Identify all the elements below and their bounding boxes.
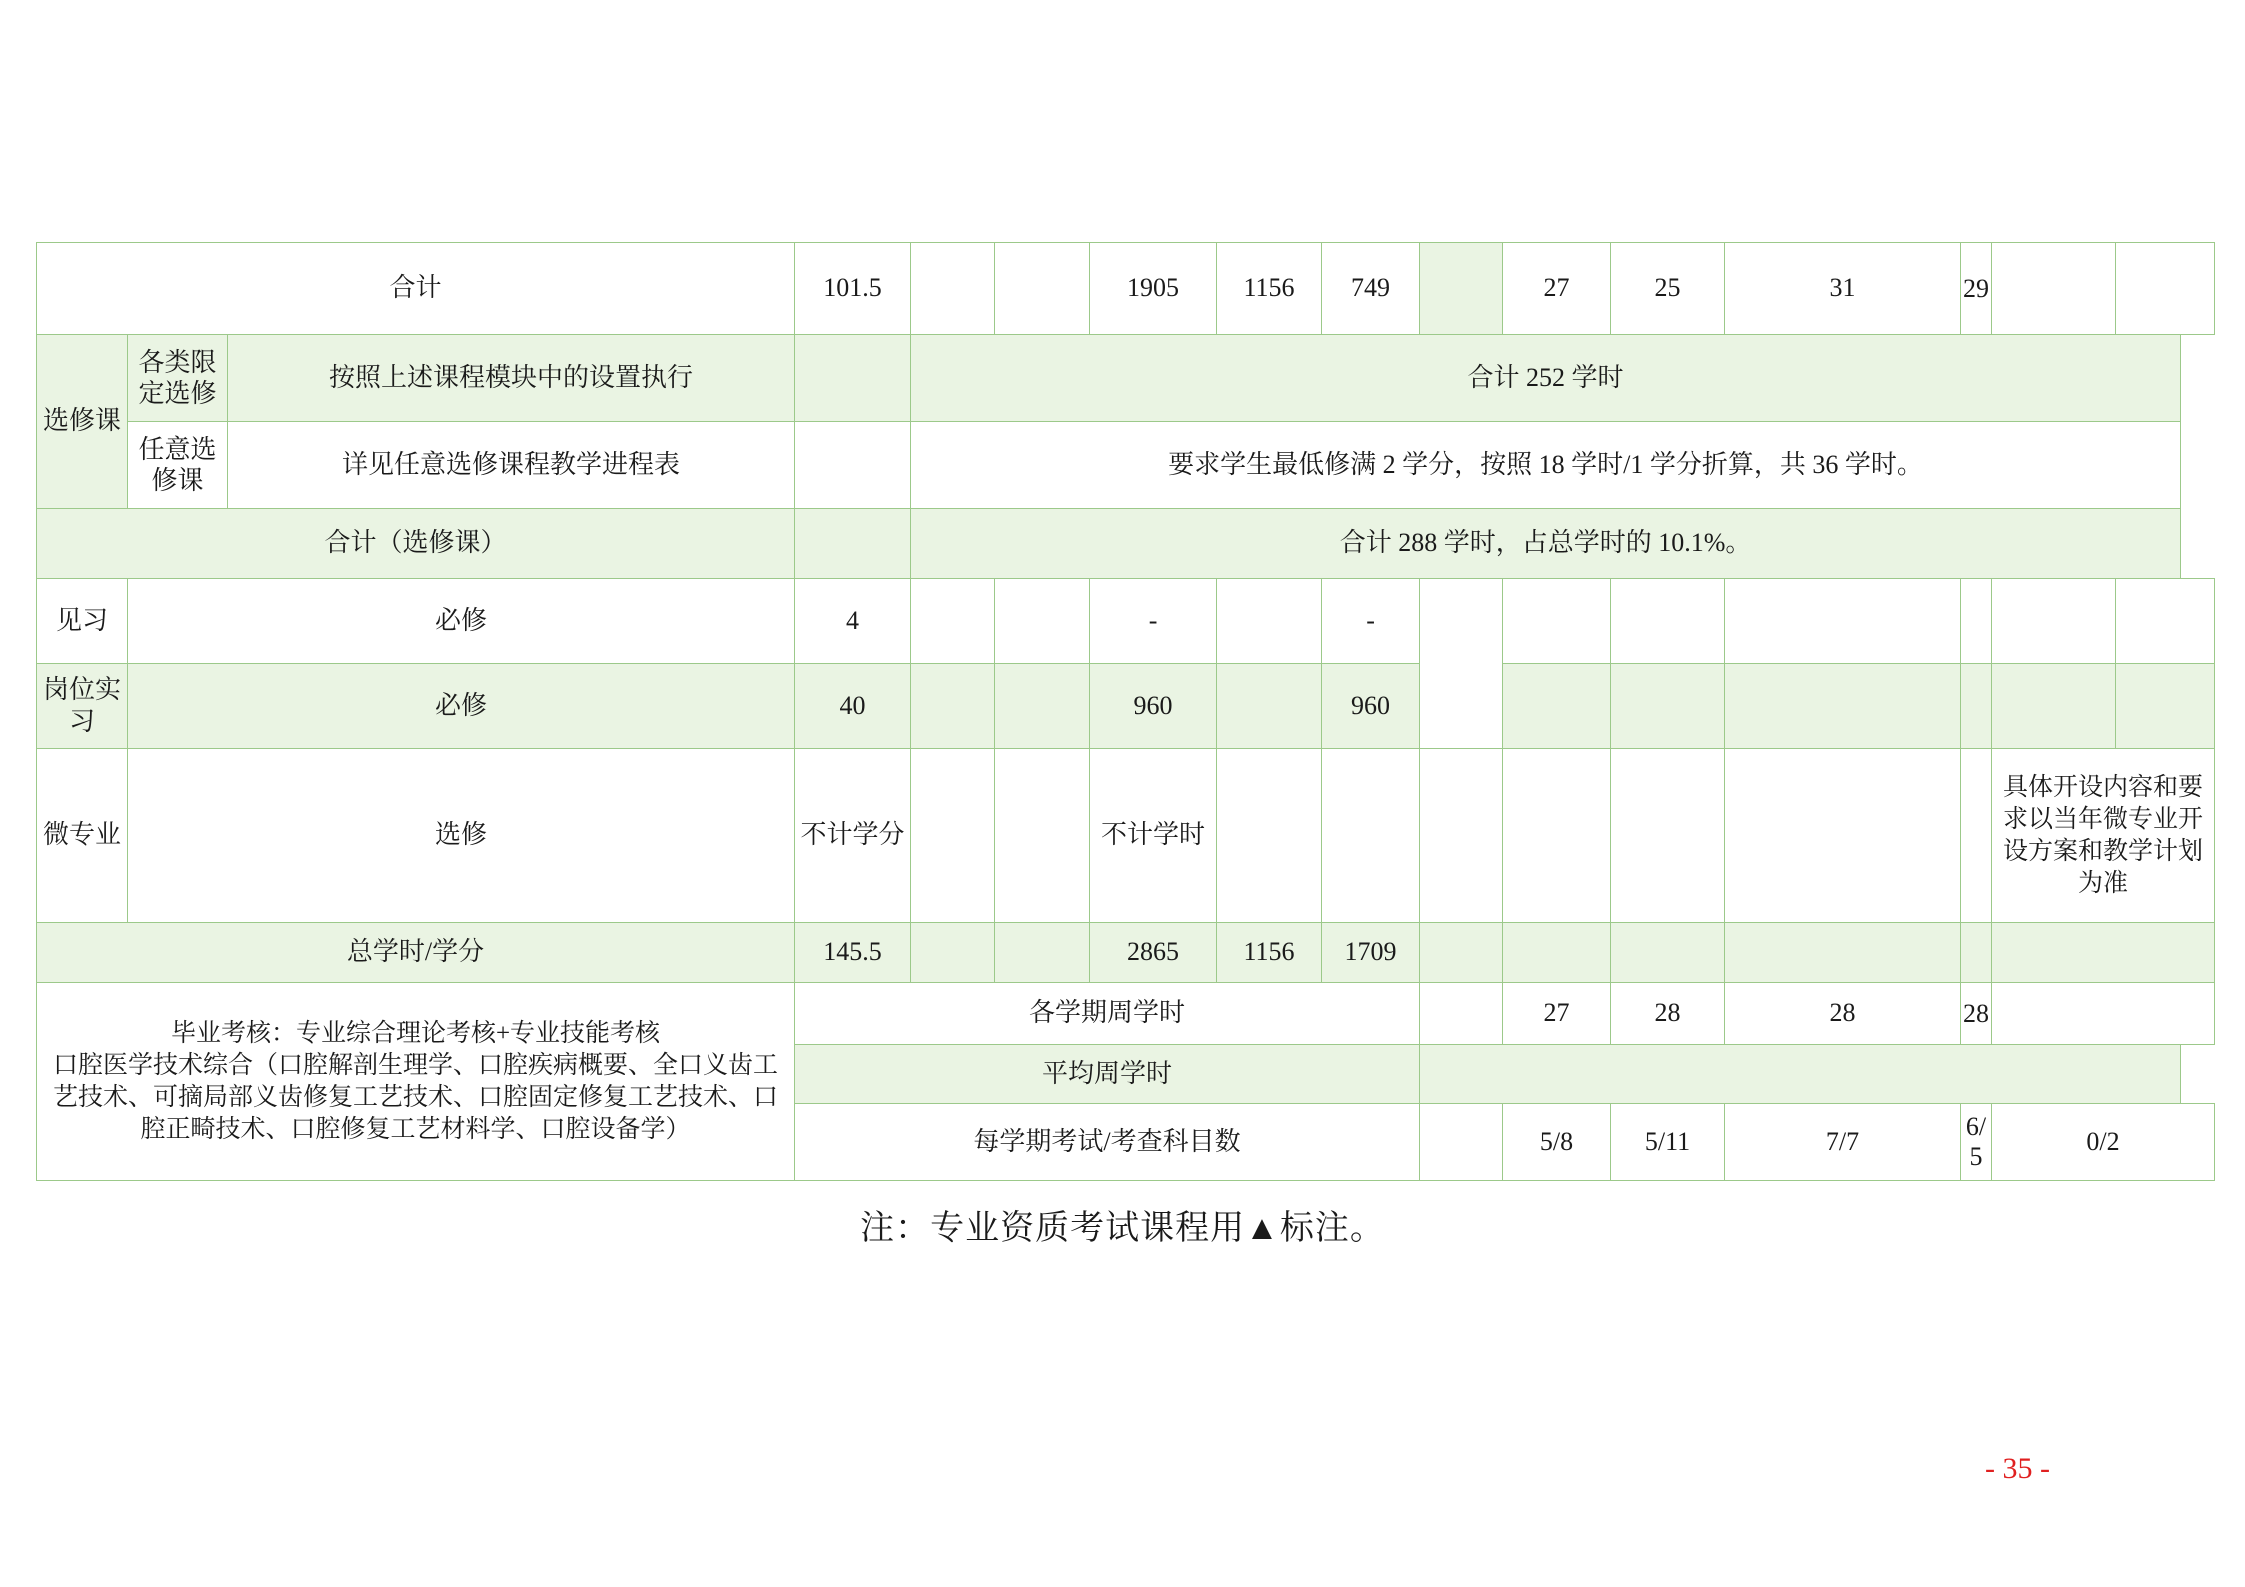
empty-cell (1420, 1045, 2181, 1104)
empty-cell (1961, 923, 1992, 983)
exam-count-s3: 7/7 (1725, 1104, 1961, 1181)
elective-subtotal-row (37, 509, 2215, 579)
exam-count-s5: 0/2 (1992, 1104, 2215, 1181)
empty-cell (1992, 923, 2215, 983)
practice-hours: 749 (1322, 243, 1420, 335)
empty-cell (795, 422, 911, 509)
graduation-exam-detail: 口腔医学技术综合（口腔解剖生理学、口腔疾病概要、全口义齿工艺技术、可摘局部义齿修复工艺技术、口腔固定修复工艺技术、口腔正畸技术、口腔修复工艺材料学、口腔设备学） (53, 1051, 779, 1143)
empty-cell (1725, 664, 1961, 749)
semester-4-hours: 29 (1961, 243, 1992, 335)
elective-subtotal-label: 合计（选修课） (37, 509, 795, 579)
internship-practice-hours: 960 (1322, 664, 1420, 749)
grand-total-credits: 145.5 (795, 923, 911, 983)
limited-elective-row (37, 335, 2215, 422)
empty-cell (1611, 579, 1725, 664)
empty-cell (1217, 749, 1322, 923)
exam-count-s1: 5/8 (1503, 1104, 1611, 1181)
empty-cell (1503, 749, 1611, 923)
micro-major-credits: 不计学分 (795, 749, 911, 923)
semester-3-hours: 31 (1725, 243, 1961, 335)
weekly-hours-row (37, 983, 2215, 1045)
internship-type: 必修 (128, 664, 795, 749)
empty-cell (995, 579, 1090, 664)
empty-cell (2116, 579, 2215, 664)
graduation-exam-block (37, 983, 795, 1181)
optional-elective-label: 任意选修课 (128, 422, 228, 509)
grand-total-hours: 2865 (1090, 923, 1217, 983)
observation-type: 必修 (128, 579, 795, 664)
blank-margin (2181, 509, 2215, 579)
theory-hours: 1156 (1217, 243, 1322, 335)
optional-elective-desc: 详见任意选修课程教学进程表 (228, 422, 795, 509)
empty-cell (1217, 664, 1322, 749)
empty-cell (1992, 579, 2116, 664)
empty-cell (995, 923, 1090, 983)
total-credits: 101.5 (795, 243, 911, 335)
empty-cell (1420, 749, 1503, 923)
empty-cell (2116, 664, 2215, 749)
empty-cell (1322, 749, 1420, 923)
empty-cell (1992, 664, 2116, 749)
empty-cell (1217, 579, 1322, 664)
total-row (37, 243, 2215, 335)
exam-count-s2: 5/11 (1611, 1104, 1725, 1181)
grand-total-label: 总学时/学分 (37, 923, 795, 983)
weekly-hours-label: 各学期周学时 (795, 983, 1420, 1045)
empty-cell (995, 664, 1090, 749)
limited-elective-summary: 合计 252 学时 (911, 335, 2181, 422)
observation-hours: - (1090, 579, 1217, 664)
elective-subtotal-summary: 合计 288 学时，占总学时的 10.1%。 (911, 509, 2181, 579)
observation-credits: 4 (795, 579, 911, 664)
empty-cell (1725, 749, 1961, 923)
weekly-hours-s3: 28 (1725, 983, 1961, 1045)
blank-margin (2181, 1045, 2215, 1104)
internship-hours: 960 (1090, 664, 1217, 749)
micro-major-row (37, 749, 2215, 923)
weekly-hours-s2: 28 (1611, 983, 1725, 1045)
curriculum-table (36, 242, 2215, 1181)
empty-cell (1420, 1104, 1503, 1181)
empty-cell (1725, 923, 1961, 983)
elective-group-label: 选修课 (37, 335, 128, 509)
semester-2-hours: 25 (1611, 243, 1725, 335)
optional-elective-row (37, 422, 2215, 509)
micro-major-hours: 不计学时 (1090, 749, 1217, 923)
graduation-exam-title: 毕业考核：专业综合理论考核+专业技能考核 (170, 1019, 661, 1047)
empty-cell (1503, 923, 1611, 983)
empty-cell (2116, 243, 2215, 335)
grand-total-practice: 1709 (1322, 923, 1420, 983)
exam-count-label: 每学期考试/考查科目数 (795, 1104, 1420, 1181)
empty-cell (1961, 749, 1992, 923)
empty-cell (1611, 664, 1725, 749)
empty-cell (911, 923, 995, 983)
observation-label: 见习 (37, 579, 128, 664)
grand-total-row (37, 923, 2215, 983)
blank-margin (2181, 335, 2215, 422)
total-hours: 1905 (1090, 243, 1217, 335)
total-label: 合计 (37, 243, 795, 335)
internship-row (37, 664, 2215, 749)
weekly-hours-s1: 27 (1503, 983, 1611, 1045)
blank-margin (2181, 422, 2215, 509)
empty-cell (995, 243, 1090, 335)
exam-count-s4: 6/5 (1961, 1104, 1992, 1181)
empty-cell (1992, 983, 2215, 1045)
weekly-hours-s4: 28 (1961, 983, 1992, 1045)
semester-1-hours: 27 (1503, 243, 1611, 335)
empty-cell (1420, 923, 1503, 983)
internship-credits: 40 (795, 664, 911, 749)
empty-cell (911, 579, 995, 664)
empty-cell (1503, 664, 1611, 749)
empty-cell (1992, 243, 2116, 335)
empty-cell (1420, 579, 1503, 749)
page-number: - 35 - (1985, 1452, 2050, 1485)
empty-cell (911, 749, 995, 923)
empty-cell (995, 749, 1090, 923)
internship-label: 岗位实习 (37, 664, 128, 749)
grand-total-theory: 1156 (1217, 923, 1322, 983)
empty-cell (795, 509, 911, 579)
observation-practice-hours: - (1322, 579, 1420, 664)
limited-elective-label: 各类限定选修 (128, 335, 228, 422)
empty-cell (1503, 579, 1611, 664)
micro-major-remark: 具体开设内容和要求以当年微专业开设方案和教学计划为准 (1992, 749, 2215, 923)
optional-elective-summary: 要求学生最低修满 2 学分，按照 18 学时/1 学分折算，共 36 学时。 (911, 422, 2181, 509)
empty-cell (1961, 664, 1992, 749)
empty-cell (795, 335, 911, 422)
empty-cell (1725, 579, 1961, 664)
empty-cell (911, 243, 995, 335)
empty-cell (1420, 983, 1503, 1045)
empty-cell (1420, 243, 1503, 335)
avg-weekly-label: 平均周学时 (795, 1045, 1420, 1104)
empty-cell (1961, 579, 1992, 664)
limited-elective-desc: 按照上述课程模块中的设置执行 (228, 335, 795, 422)
empty-cell (911, 664, 995, 749)
empty-cell (1611, 749, 1725, 923)
observation-row (37, 579, 2215, 664)
micro-major-label: 微专业 (37, 749, 128, 923)
footnote: 注：专业资质考试课程用▲标注。 (860, 1210, 1385, 1247)
micro-major-type: 选修 (128, 749, 795, 923)
empty-cell (1611, 923, 1725, 983)
